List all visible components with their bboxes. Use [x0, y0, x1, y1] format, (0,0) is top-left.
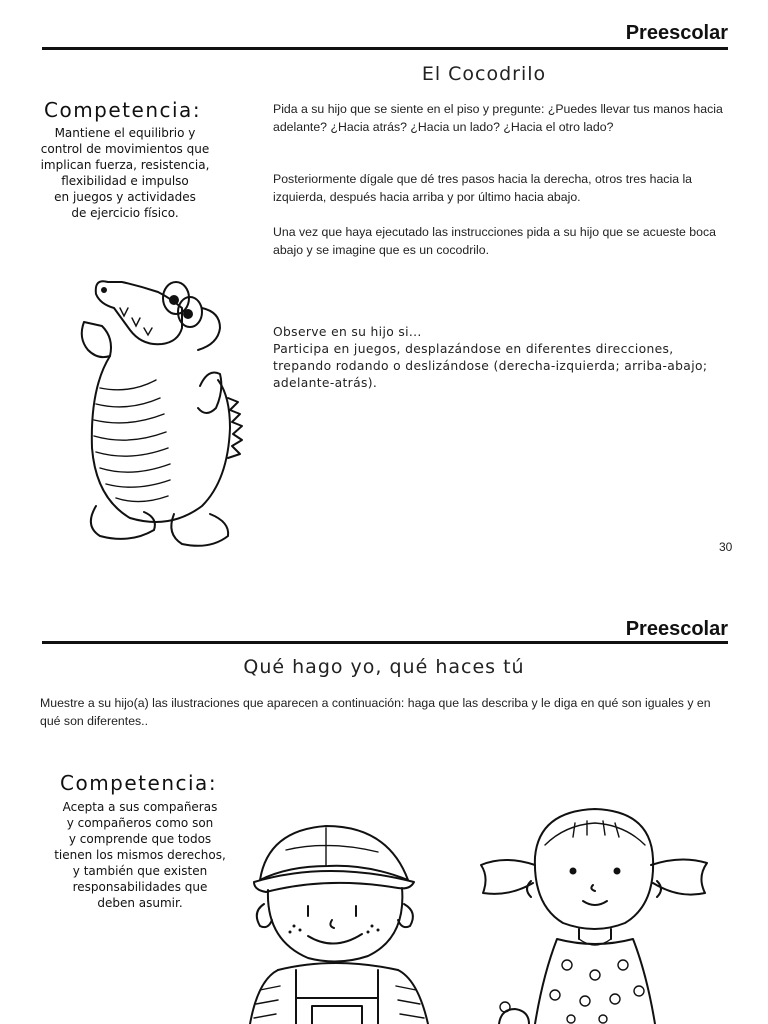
activity-title-2: Qué hago yo, qué haces tú — [243, 656, 525, 678]
competencia-text: Mantiene el equilibrio y control de movimientos que implican fuerza, resistencia, flexibilidad e impulso en juegos y actividades de ejercicio físico. — [40, 126, 210, 220]
intro-paragraph: Muestre a su hijo(a) las ilustraciones que aparecen a continuación: haga que las describa y le diga en qué son iguales y en qué son diferentes.. — [40, 696, 711, 728]
crocodile-illustration — [70, 268, 250, 558]
page-header-label: Preescolar — [625, 22, 728, 44]
observe-lead: Observe en su hijo si... — [273, 325, 422, 339]
header-rule-2 — [42, 641, 728, 644]
competencia-text-2: Acepta a sus compañeras y compañeros como son y comprende que todos tienen los mismos derechos, y también que existen responsabilidades que deben asumir. — [54, 800, 226, 910]
girl-illustration — [475, 805, 715, 1024]
boy-illustration — [238, 820, 438, 1024]
instruction-paragraph-3: Una vez que haya ejecutado las instrucciones pida a su hijo que se acueste boca abajo y se imagine que es un cocodrilo. — [273, 225, 716, 257]
competencia-heading: Competencia: — [44, 98, 202, 122]
page-header-label-2: Preescolar — [625, 618, 728, 640]
competencia-heading-2: Competencia: — [60, 771, 218, 795]
activity-title: El Cocodrilo — [421, 63, 547, 85]
instruction-paragraph-2: Posteriormente dígale que dé tres pasos hacia la derecha, otros tres hacia la izquierda, después hacia arriba y por último hacia abajo. — [273, 172, 693, 204]
page-number: 30 — [719, 540, 733, 554]
header-rule — [42, 47, 728, 50]
instruction-paragraph-1: Pida a su hijo que se siente en el piso y pregunte: ¿Puedes llevar tus manos hacia adelante? ¿Hacia atrás? ¿Hacia un lado? ¿Hacia el otro lado? — [273, 102, 723, 134]
observe-text: Participa en juegos, desplazándose en diferentes direcciones, trepando rodando o deslizándose (derecha-izquierda; arriba-abajo; adelante-atrás). — [273, 342, 708, 390]
